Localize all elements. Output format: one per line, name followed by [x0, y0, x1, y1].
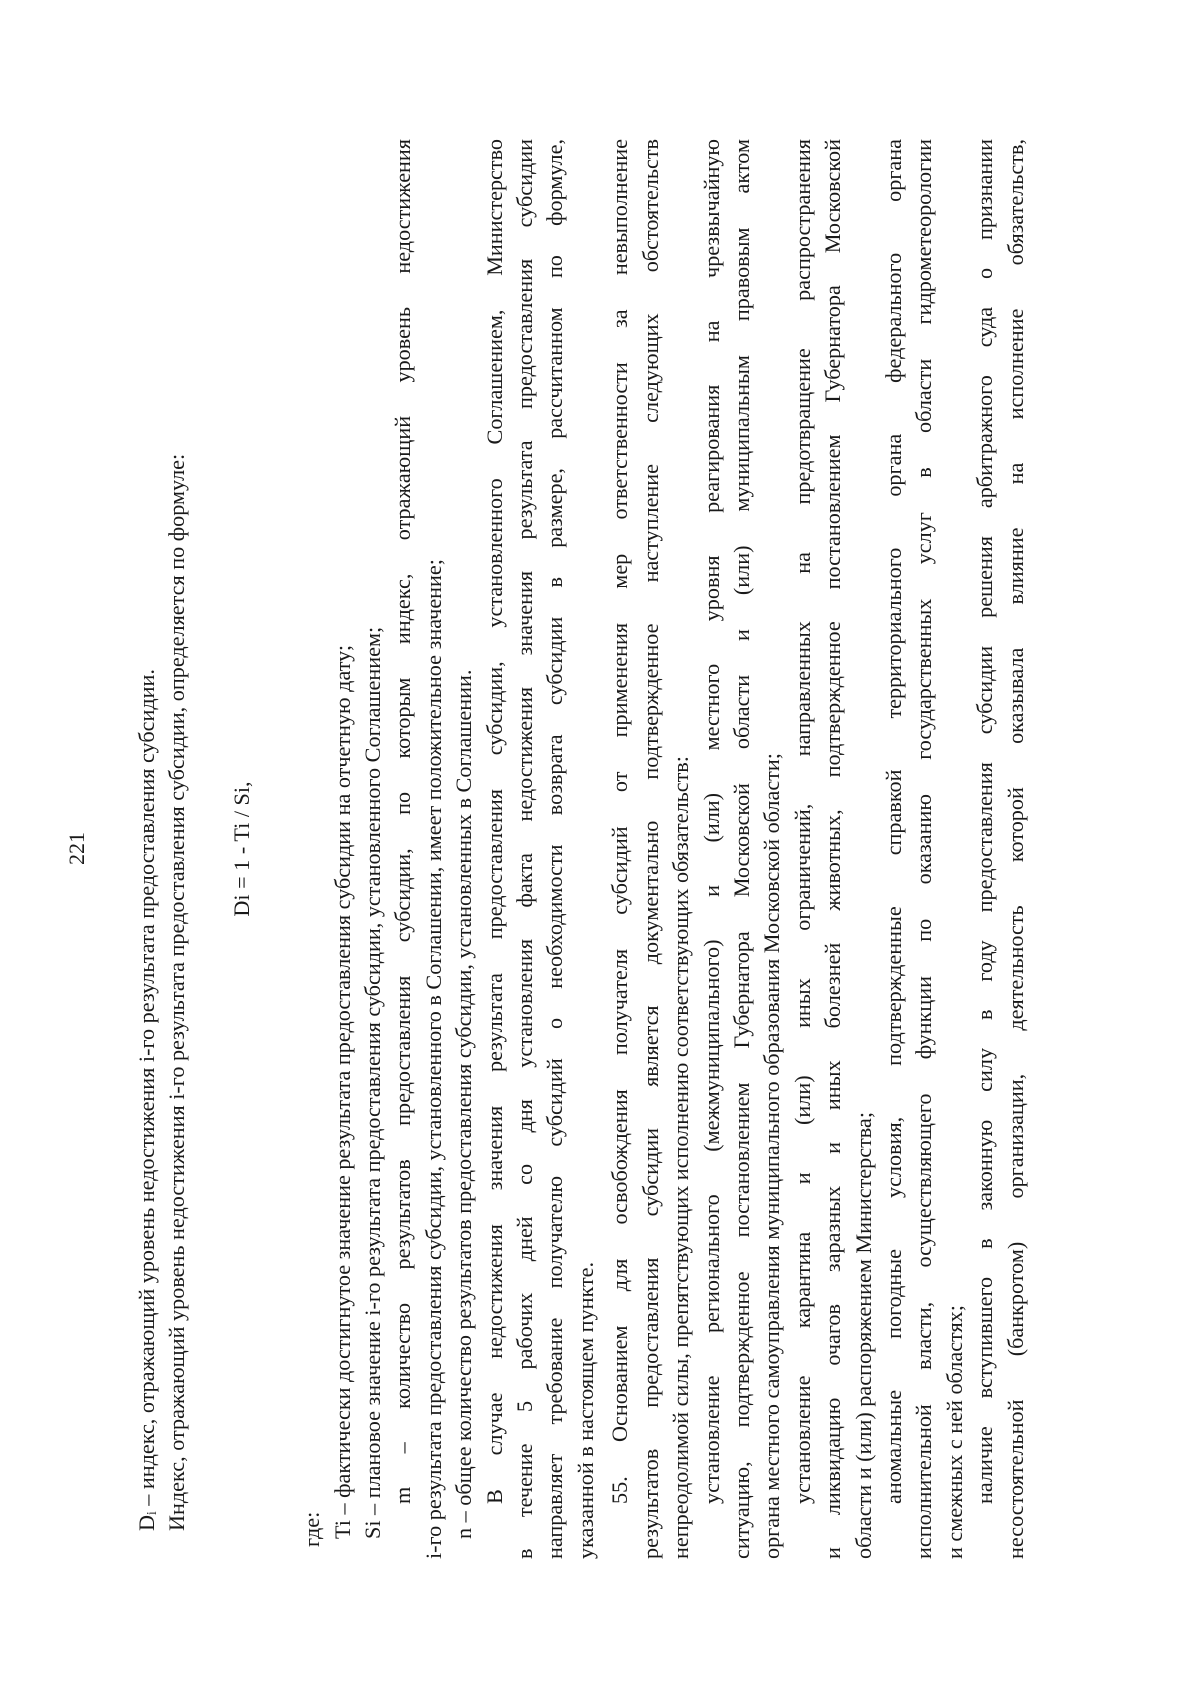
definition-n: n – общее количество результатов предоставления субсидии, установленных в Соглашении. — [451, 669, 477, 1539]
definition-m-continued: i-го результата предоставления субсидии, установленного в Соглашении, имеет положительное значение; — [420, 559, 446, 1559]
definition-si: Si – плановое значение i-го результата предоставления субсидии, установленного Соглашением; — [360, 626, 386, 1539]
paragraph-emergency-line-2: ситуацию, подтвержденное постановлением Губернатора Московской области и (или) муниципальным правовым актом — [728, 139, 754, 1559]
formula: Di = 1 - Ti / Si, — [228, 781, 254, 917]
paragraph-weather-line-3: и смежных с ней областях; — [941, 1305, 967, 1559]
paragraph-quarantine-line-3: области и (или) распоряжением Министерства; — [850, 1112, 876, 1559]
paragraph-case-line-3: направляет требование получателю субсидий о необходимости возврата субсидии в размере, рассчитанном по формуле, — [542, 139, 568, 1559]
intro-line-1: Dᵢ – индекс, отражающий уровень недостижения i-го результата предоставления субсидии. — [134, 669, 159, 1531]
paragraph-55-line-1: 55. Основанием для освобождения получателя субсидий от применения мер ответственности за невыполнение — [607, 139, 633, 1504]
paragraph-quarantine-line-2: и ликвидацию очагов заразных и иных болезней животных, подтвержденное постановлением Губернатора Московской — [820, 139, 846, 1559]
document-body — [132, 139, 1031, 1559]
intro-line-2: Индекс, отражающий уровень недостижения i-го результата предоставления субсидии, определяется по формуле: — [164, 453, 190, 1531]
paragraph-case-line-4: указанной в настоящем пункте. — [572, 1261, 598, 1559]
paragraph-case-line-1: В случае недостижения значения результата предоставления субсидии, установленного Соглашением, Министерство — [481, 139, 507, 1504]
paragraph-55-line-3: непреодолимой силы, препятствующих исполнению соответствующих обязательств: — [668, 756, 694, 1559]
where-label: где: — [299, 1511, 325, 1547]
page-number: 221 — [64, 832, 89, 865]
definition-m: m – количество результатов предоставления субсидии, по которым индекс, отражающий уровень недостижения — [390, 139, 416, 1504]
paragraph-bankruptcy-line-1: наличие вступившего в законную силу в году предоставления субсидии решения арбитражного суда о признании — [972, 139, 998, 1504]
paragraph-quarantine-line-1: установление карантина и (или) иных ограничений, направленных на предотвращение распространения — [789, 139, 815, 1504]
paragraph-bankruptcy-line-2: несостоятельной (банкротом) организации, деятельность которой оказывала влияние на исполнение обязательств, — [1002, 139, 1028, 1559]
paragraph-emergency-line-1: установление регионального (межмуниципального) и (или) местного уровня реагирования на чрезвычайную — [698, 139, 724, 1504]
paragraph-55-line-2: результатов предоставления субсидии является документально подтвержденное наступление следующих обстоятельств — [637, 139, 663, 1559]
paragraph-case-line-2: в течение 5 рабочих дней со дня установления факта недостижения значения результата предоставления субсидии — [512, 139, 538, 1559]
paragraph-weather-line-1: аномальные погодные условия, подтвержденные справкой территориального органа федерального органа — [880, 139, 906, 1504]
paragraph-weather-line-2: исполнительной власти, осуществляющего функции по оказанию государственных услуг в области гидрометеорологии — [911, 139, 937, 1559]
definition-ti: Ti – фактически достигнутое значение результата предоставления субсидии на отчетную дату; — [329, 644, 355, 1539]
paragraph-emergency-line-3: органа местного самоуправления муниципального образования Московской области; — [759, 753, 785, 1559]
